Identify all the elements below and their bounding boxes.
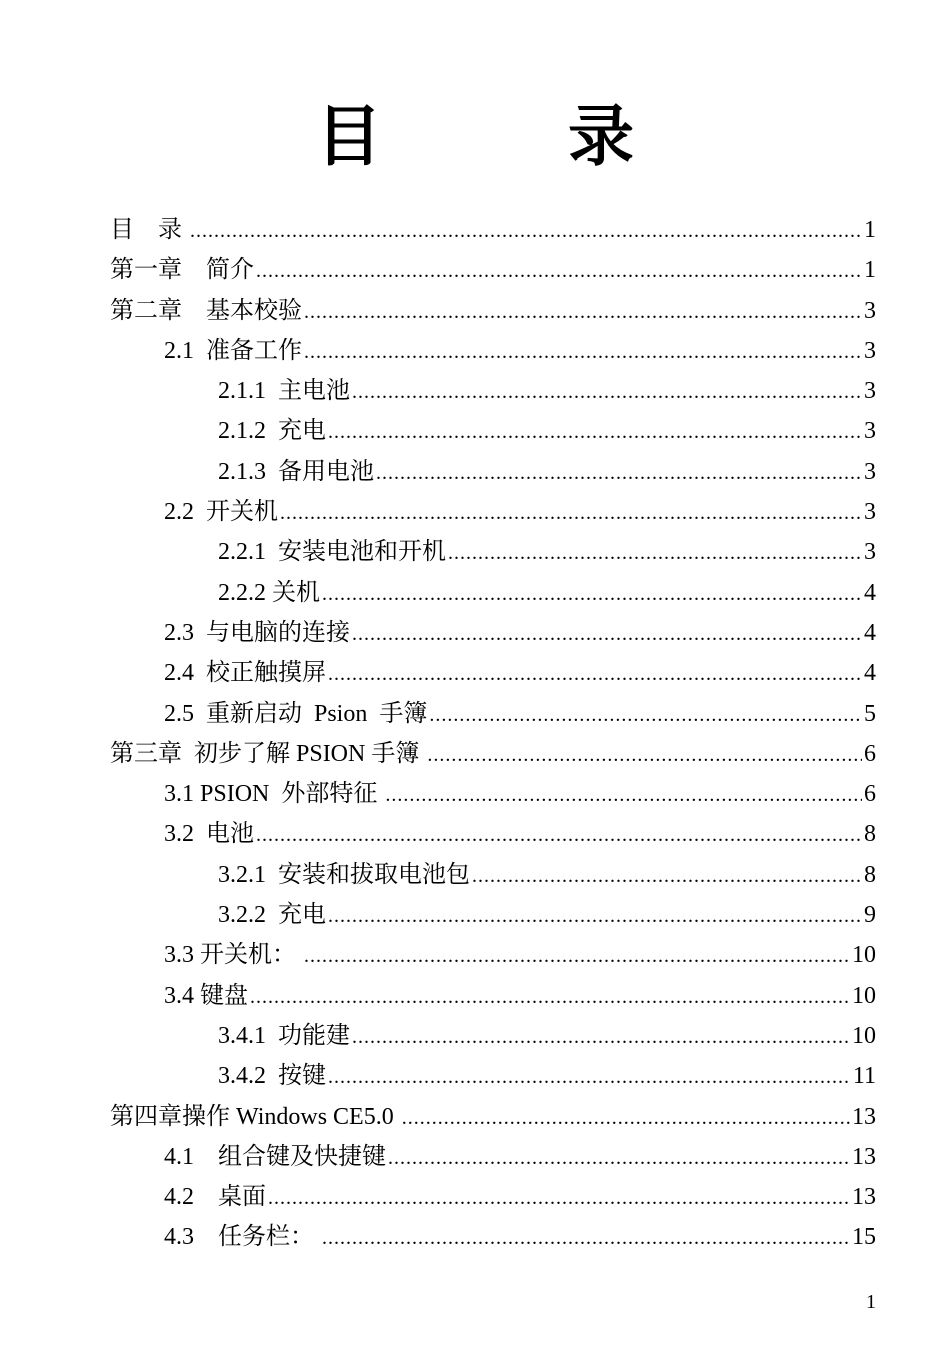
toc-entry-title: 4.2 桌面 [164,1184,266,1211]
toc-entry[interactable] [110,492,876,532]
toc-entry-title: 3.4.1 功能建 [218,1022,350,1049]
toc-entry-page: 3 [864,337,876,364]
toc-entry-page: 13 [852,1103,876,1130]
toc-entry-title: 3.2.2 充电 [218,902,326,929]
toc-entry-page: 1 [864,217,876,243]
toc-entry-title: 3.1 PSION 外部特征 [164,781,384,808]
toc-dot-leader [280,493,862,533]
toc-entry-page: 10 [852,1022,876,1049]
toc-entry-title: 2.3 与电脑的连接 [164,619,350,646]
toc-dot-leader [448,533,862,573]
toc-entry[interactable] [110,250,876,290]
toc-entry-title: 第四章操作 Windows CE5.0 [110,1103,400,1130]
toc-entry-page: 3 [864,378,876,405]
toc-entry-title: 第二章 基本校验 [110,297,302,324]
toc-entry[interactable] [110,411,876,451]
toc-dot-leader [352,372,862,412]
toc-entry-title: 2.2 开关机 [164,499,278,526]
toc-entry-page: 6 [864,781,876,808]
toc-entry-page: 13 [852,1143,876,1170]
toc-dot-leader [429,695,862,735]
toc-entry[interactable] [110,895,876,935]
toc-dot-leader [250,977,850,1017]
toc-entry[interactable] [110,976,876,1016]
toc-entry[interactable] [110,1217,876,1257]
toc-entry-title: 2.1.2 充电 [218,418,326,445]
toc-entry-title: 4.1 组合键及快捷键 [164,1143,386,1170]
toc-dot-leader [190,211,862,251]
toc-entry-page: 3 [864,499,876,526]
toc-entry-page: 4 [864,619,876,646]
toc-entry-page: 13 [852,1184,876,1211]
toc-dot-leader [328,412,862,452]
toc-dot-leader [268,1178,850,1218]
toc-entry-page: 10 [852,982,876,1009]
toc-entry[interactable] [110,613,876,653]
toc-dot-leader [256,815,862,855]
toc-entry-title: 2.1.1 主电池 [218,378,350,405]
toc-entry-title: 2.2.2 关机 [218,579,320,606]
toc-dot-leader [322,574,862,614]
toc-dot-leader [328,1057,851,1097]
toc-dot-leader [472,856,862,896]
page-number: 1 [866,1291,876,1313]
toc-entry-title: 2.1 准备工作 [164,337,302,364]
toc-dot-leader [402,1098,850,1138]
toc-entry-title: 第三章 初步了解 PSION 手簿 [110,740,426,767]
toc-entry[interactable] [110,1097,876,1137]
page-title: 目 录 [316,98,694,175]
toc-entry[interactable] [110,331,876,371]
toc-dot-leader [427,735,862,775]
toc-entry-page: 8 [864,861,876,888]
toc-dot-leader [304,292,862,332]
toc-entry[interactable] [110,734,876,774]
toc-entry-page: 11 [852,1063,876,1090]
toc-entry-title: 目 录 [110,217,188,243]
toc-entry-page: 3 [864,458,876,485]
toc-dot-leader [352,1017,850,1057]
toc-entry[interactable] [110,694,876,734]
toc-entry[interactable] [110,1016,876,1056]
toc-entry-title: 2.4 校正触摸屏 [164,660,326,687]
toc-entry-page: 3 [864,418,876,445]
toc-entry-page: 6 [864,740,876,767]
toc-entry-page: 4 [864,579,876,606]
toc-entry[interactable] [110,653,876,693]
toc-entry-title: 2.5 重新启动 Psion 手簿 [164,700,428,727]
toc-entry-page: 10 [852,942,876,969]
toc-entry[interactable] [110,452,876,492]
toc-entry-page: 15 [852,1224,876,1251]
toc-entry[interactable] [110,774,876,814]
toc-entry[interactable] [110,291,876,331]
toc-entry-title: 3.4 键盘 [164,982,248,1009]
toc-dot-leader [328,654,862,694]
toc-entry-title: 3.2 电池 [164,821,254,848]
toc-entry[interactable] [110,532,876,572]
toc-entry-page: 8 [864,821,876,848]
toc-entry-page: 3 [864,539,876,566]
toc-dot-leader [322,1218,850,1258]
toc-entry-page: 1 [864,257,876,284]
toc-entry-page: 3 [864,297,876,324]
toc-entry[interactable] [110,855,876,895]
toc-entry-page: 4 [864,660,876,687]
toc-entry[interactable] [110,573,876,613]
toc-entry-title: 3.3 开关机： [164,942,302,969]
toc-entry[interactable] [110,935,876,975]
toc-dot-leader [352,614,862,654]
toc-dot-leader [304,332,862,372]
toc-entry-title: 2.2.1 安装电池和开机 [218,539,446,566]
toc-entry[interactable] [110,1056,876,1096]
toc-dot-leader [328,896,862,936]
toc-dot-leader [256,251,862,291]
toc-dot-leader [376,453,862,493]
toc-entry-page: 5 [864,700,876,727]
toc-entry-page: 9 [864,902,876,929]
toc-entry-title: 4.3 任务栏： [164,1224,320,1251]
toc-entry[interactable] [110,1177,876,1217]
toc-entry[interactable] [110,814,876,854]
toc-entry[interactable] [110,1137,876,1177]
toc-dot-leader [388,1138,850,1178]
toc-dot-leader [385,775,862,815]
toc-entry-title: 3.2.1 安装和拔取电池包 [218,861,470,888]
toc-entry[interactable] [110,371,876,411]
toc-entry-title: 第一章 简介 [110,257,254,284]
table-of-contents [110,210,876,1258]
toc-entry[interactable] [110,210,876,250]
toc-entry-title: 2.1.3 备用电池 [218,458,374,485]
toc-entry-title: 3.4.2 按键 [218,1063,326,1090]
toc-dot-leader [304,936,850,976]
